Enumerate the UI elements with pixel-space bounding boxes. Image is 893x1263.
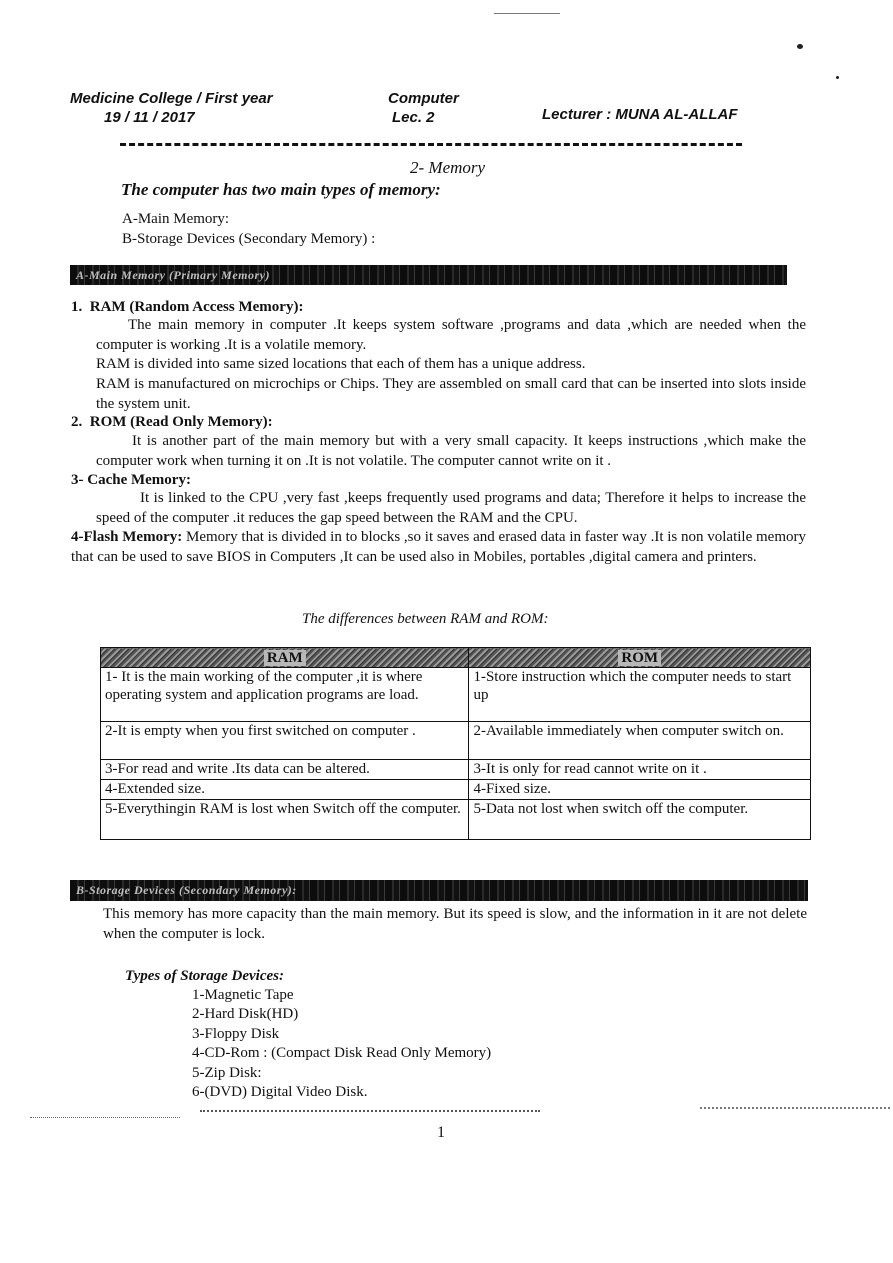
table-cell-ram: 3-For read and write .Its data can be altered. [101,760,469,780]
table-cell-rom: 4-Fixed size. [469,780,811,800]
table-header-row [101,648,811,668]
header-divider [120,143,742,146]
ram-paragraph-2: RAM is divided into same sized locations that each of them has a unique address. [96,356,586,372]
table-row [101,668,811,722]
intro-type-a: A-Main Memory: [122,211,230,227]
scan-speck [797,44,803,49]
flash-paragraph-text: Memory that is divided in to blocks ,so it saves and erased data in faster way .It is non volatile memory that can be used to save BIOS in Computers ,It can be used also in Mobiles, portables ,digital camera and printers. [71,529,806,565]
scan-noise-line [700,1107,890,1109]
ram-paragraph-1 [96,316,806,355]
scan-noise-line [200,1110,540,1112]
table-row [101,780,811,800]
intro-heading: The computer has two main types of memory: [121,180,441,199]
cache-paragraph-text: It is linked to the CPU ,very fast ,keeps frequently used programs and data; Therefore it helps to increase the speed of the computer .it reduces the gap speed between the RAM and the CPU. [96,490,806,526]
list-item: 6-(DVD) Digital Video Disk. [192,1084,368,1101]
storage-paragraph: This memory has more capacity than the main memory. But its speed is slow, and the information in it are not delete when the computer is lock. [103,906,807,942]
section-b-banner-text: B-Storage Devices (Secondary Memory): [76,883,297,897]
section-b-banner [70,880,808,901]
table-cell-ram: 4-Extended size. [101,780,469,800]
table-cell-rom: 2-Available immediately when computer switch on. [469,722,811,760]
list-item: 1-Magnetic Tape [192,987,294,1003]
table-row [101,722,811,760]
lecture-label: Lec. 2 [392,109,435,126]
rom-paragraph-text: It is another part of the main memory but with a very small capacity. It keeps instructions ,which make the computer work when turning it on .It is not volatile. The computer cannot write on it . [96,433,806,469]
page-title: 2- Memory [410,158,486,177]
table-cell-rom: 5-Data not lost when switch off the computer. [469,800,811,840]
cache-paragraph [96,489,806,528]
cache-title: 3- Cache Memory: [71,472,191,488]
table-row [101,800,811,840]
table-cell-ram: 1- It is the main working of the computer ,it is where operating system and application programs are load. [101,668,469,722]
storage-types-heading: Types of Storage Devices: [125,968,284,984]
ram-rom-table [100,647,811,840]
lecturer-label: Lecturer : MUNA AL-ALLAF [542,106,738,123]
ram-paragraph-3: RAM is manufactured on microchips or Chips. They are assembled on small card that can be inserted into slots inside the system unit. [96,376,806,412]
table-row [101,760,811,780]
rom-title: 2. ROM (Read Only Memory): [71,414,273,430]
rom-paragraph [96,432,806,471]
table-cell-rom: 1-Store instruction which the computer needs to start up [469,668,811,722]
subject-label: Computer [388,90,459,107]
page-number: 1 [437,1124,445,1141]
ram-title: 1. RAM (Random Access Memory): [71,299,304,315]
date-label: 19 / 11 / 2017 [104,109,195,126]
section-a-banner-text: A-Main Memory (Primary Memory) [76,268,270,282]
scan-noise-line [30,1117,180,1118]
section-a-banner [70,265,787,285]
scan-top-line [494,13,560,14]
flash-paragraph [71,528,806,567]
table-header-ram-text: RAM [264,650,306,666]
ram-paragraph-1-text: The main memory in computer .It keeps system software ,programs and data ,which are needed when the computer is working .It is a volatile memory. [96,317,806,353]
college-label: Medicine College / First year [70,90,273,107]
comparison-caption: The differences between RAM and ROM: [302,611,549,627]
intro-type-b: B-Storage Devices (Secondary Memory) : [122,231,376,247]
list-item: 4-CD-Rom : (Compact Disk Read Only Memory) [192,1045,492,1062]
table-header-ram [101,648,469,668]
scan-speck [836,76,839,79]
list-item: 2-Hard Disk(HD) [192,1006,299,1023]
list-item: 3-Floppy Disk [192,1025,280,1042]
storage-types-list [192,986,491,1102]
flash-title: 4-Flash Memory: [71,529,183,545]
table-header-rom [469,648,811,668]
table-cell-ram: 5-Everythingin RAM is lost when Switch off the computer. [101,800,469,840]
table-header-rom-text: ROM [618,650,661,666]
table-cell-ram: 2-It is empty when you first switched on computer . [101,722,469,760]
list-item: 5-Zip Disk: [192,1064,262,1081]
table-cell-rom: 3-It is only for read cannot write on it . [469,760,811,780]
